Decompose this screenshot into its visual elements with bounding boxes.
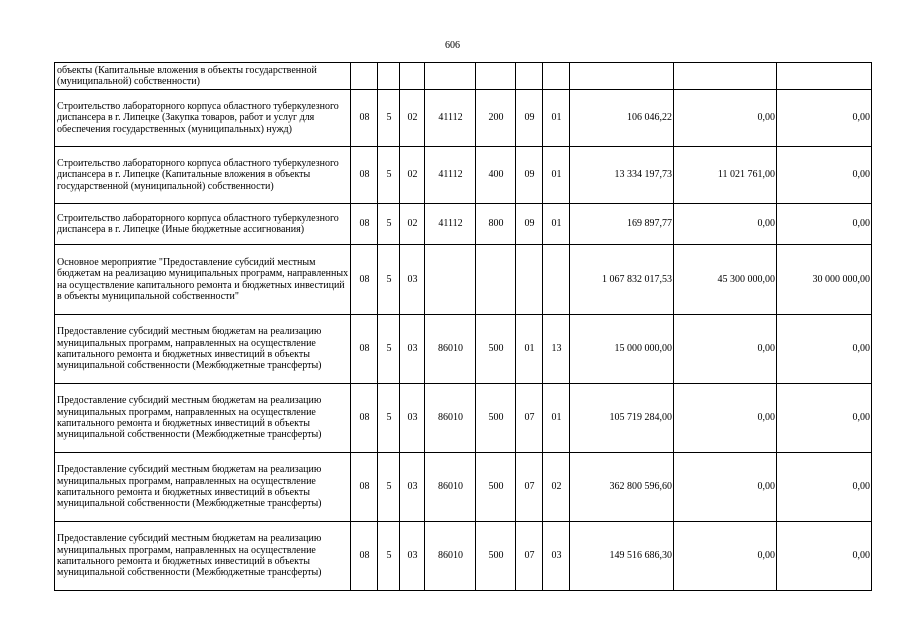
cell-amount-3 bbox=[777, 63, 872, 90]
cell-code-1: 08 bbox=[351, 90, 378, 147]
row-name: Основное мероприятие "Предоставление субсидий местным бюджетам на реализацию муниципальных программ, направленных на осуществление капитального ремонта и бюджетных инвестиций в объекты муниципальной собственности" bbox=[55, 245, 351, 315]
cell-amount-2: 0,00 bbox=[674, 315, 777, 384]
cell-code-6: 09 bbox=[516, 204, 543, 245]
cell-code-5: 400 bbox=[476, 147, 516, 204]
cell-amount-1: 362 800 596,60 bbox=[570, 453, 674, 522]
cell-code-6: 07 bbox=[516, 522, 543, 591]
cell-code-4: 86010 bbox=[425, 384, 476, 453]
cell-amount-3: 0,00 bbox=[777, 315, 872, 384]
page-number: 606 bbox=[445, 40, 460, 51]
cell-amount-2: 45 300 000,00 bbox=[674, 245, 777, 315]
cell-code-1: 08 bbox=[351, 522, 378, 591]
cell-code-7: 01 bbox=[543, 204, 570, 245]
cell-code-3: 03 bbox=[400, 522, 425, 591]
cell-code-3 bbox=[400, 63, 425, 90]
cell-code-5: 500 bbox=[476, 315, 516, 384]
cell-amount-3: 0,00 bbox=[777, 453, 872, 522]
cell-code-6: 07 bbox=[516, 384, 543, 453]
row-name: Предоставление субсидий местным бюджетам на реализацию муниципальных программ, направленных на осуществление капитального ремонта и бюджетных инвестиций в объекты муниципальной собственности (Межбюджетные трансферты) bbox=[55, 384, 351, 453]
table-row bbox=[55, 63, 872, 90]
cell-code-1: 08 bbox=[351, 384, 378, 453]
cell-code-5: 500 bbox=[476, 522, 516, 591]
row-name: Строительство лабораторного корпуса областного туберкулезного диспансера в г. Липецке (Иные бюджетные ассигнования) bbox=[55, 204, 351, 245]
cell-amount-3: 0,00 bbox=[777, 384, 872, 453]
cell-code-5 bbox=[476, 245, 516, 315]
cell-amount-2: 0,00 bbox=[674, 204, 777, 245]
cell-code-7: 02 bbox=[543, 453, 570, 522]
cell-code-1: 08 bbox=[351, 204, 378, 245]
cell-amount-3: 0,00 bbox=[777, 147, 872, 204]
table-row bbox=[55, 90, 872, 147]
cell-code-3: 03 bbox=[400, 315, 425, 384]
cell-code-4: 86010 bbox=[425, 315, 476, 384]
cell-code-6 bbox=[516, 245, 543, 315]
cell-amount-1: 149 516 686,30 bbox=[570, 522, 674, 591]
cell-code-2: 5 bbox=[378, 90, 400, 147]
cell-amount-1: 106 046,22 bbox=[570, 90, 674, 147]
cell-code-6: 09 bbox=[516, 147, 543, 204]
cell-code-7: 13 bbox=[543, 315, 570, 384]
cell-amount-2: 0,00 bbox=[674, 90, 777, 147]
cell-code-2 bbox=[378, 63, 400, 90]
cell-code-2: 5 bbox=[378, 384, 400, 453]
cell-code-7 bbox=[543, 245, 570, 315]
cell-code-7 bbox=[543, 63, 570, 90]
cell-code-6: 09 bbox=[516, 90, 543, 147]
cell-code-1: 08 bbox=[351, 453, 378, 522]
row-name: Предоставление субсидий местным бюджетам на реализацию муниципальных программ, направленных на осуществление капитального ремонта и бюджетных инвестиций в объекты муниципальной собственности (Межбюджетные трансферты) bbox=[55, 522, 351, 591]
cell-code-5: 200 bbox=[476, 90, 516, 147]
cell-code-2: 5 bbox=[378, 204, 400, 245]
cell-amount-2: 0,00 bbox=[674, 453, 777, 522]
cell-code-4 bbox=[425, 63, 476, 90]
cell-amount-1: 13 334 197,73 bbox=[570, 147, 674, 204]
budget-table bbox=[54, 62, 872, 591]
cell-code-7: 03 bbox=[543, 522, 570, 591]
cell-code-2: 5 bbox=[378, 453, 400, 522]
cell-code-3: 02 bbox=[400, 90, 425, 147]
cell-code-5: 800 bbox=[476, 204, 516, 245]
cell-code-7: 01 bbox=[543, 90, 570, 147]
cell-code-6: 07 bbox=[516, 453, 543, 522]
row-name: Предоставление субсидий местным бюджетам на реализацию муниципальных программ, направленных на осуществление капитального ремонта и бюджетных инвестиций в объекты муниципальной собственности (Межбюджетные трансферты) bbox=[55, 315, 351, 384]
cell-code-6 bbox=[516, 63, 543, 90]
cell-code-3: 03 bbox=[400, 384, 425, 453]
row-name: Строительство лабораторного корпуса областного туберкулезного диспансера в г. Липецке (Закупка товаров, работ и услуг для обеспечения государственных (муниципальных) нужд) bbox=[55, 90, 351, 147]
cell-code-1: 08 bbox=[351, 245, 378, 315]
cell-code-6: 01 bbox=[516, 315, 543, 384]
row-name: Строительство лабораторного корпуса областного туберкулезного диспансера в г. Липецке (Капитальные вложения в объекты государственной (муниципальной) собственности) bbox=[55, 147, 351, 204]
cell-code-3: 02 bbox=[400, 147, 425, 204]
cell-code-4: 41112 bbox=[425, 204, 476, 245]
cell-code-5: 500 bbox=[476, 453, 516, 522]
row-name: Предоставление субсидий местным бюджетам на реализацию муниципальных программ, направленных на осуществление капитального ремонта и бюджетных инвестиций в объекты муниципальной собственности (Межбюджетные трансферты) bbox=[55, 453, 351, 522]
cell-amount-3: 30 000 000,00 bbox=[777, 245, 872, 315]
cell-amount-1: 169 897,77 bbox=[570, 204, 674, 245]
cell-amount-1 bbox=[570, 63, 674, 90]
cell-code-3: 03 bbox=[400, 245, 425, 315]
cell-code-5 bbox=[476, 63, 516, 90]
cell-amount-2 bbox=[674, 63, 777, 90]
cell-code-4 bbox=[425, 245, 476, 315]
cell-code-4: 41112 bbox=[425, 90, 476, 147]
cell-amount-1: 1 067 832 017,53 bbox=[570, 245, 674, 315]
table-row bbox=[55, 384, 872, 453]
cell-amount-1: 15 000 000,00 bbox=[570, 315, 674, 384]
table-row bbox=[55, 147, 872, 204]
cell-code-2: 5 bbox=[378, 147, 400, 204]
cell-code-4: 86010 bbox=[425, 522, 476, 591]
cell-amount-2: 0,00 bbox=[674, 522, 777, 591]
cell-amount-2: 0,00 bbox=[674, 384, 777, 453]
cell-code-1 bbox=[351, 63, 378, 90]
cell-amount-3: 0,00 bbox=[777, 90, 872, 147]
cell-code-3: 03 bbox=[400, 453, 425, 522]
cell-amount-1: 105 719 284,00 bbox=[570, 384, 674, 453]
table-row bbox=[55, 245, 872, 315]
cell-code-7: 01 bbox=[543, 384, 570, 453]
table-row bbox=[55, 522, 872, 591]
cell-code-2: 5 bbox=[378, 522, 400, 591]
cell-amount-2: 11 021 761,00 bbox=[674, 147, 777, 204]
table-row bbox=[55, 315, 872, 384]
cell-code-1: 08 bbox=[351, 315, 378, 384]
cell-code-3: 02 bbox=[400, 204, 425, 245]
cell-amount-3: 0,00 bbox=[777, 522, 872, 591]
table-row bbox=[55, 204, 872, 245]
row-name: объекты (Капитальные вложения в объекты государственной (муниципальной) собственности) bbox=[55, 63, 351, 90]
cell-code-5: 500 bbox=[476, 384, 516, 453]
cell-code-2: 5 bbox=[378, 315, 400, 384]
cell-code-1: 08 bbox=[351, 147, 378, 204]
cell-amount-3: 0,00 bbox=[777, 204, 872, 245]
cell-code-7: 01 bbox=[543, 147, 570, 204]
cell-code-4: 86010 bbox=[425, 453, 476, 522]
table-row bbox=[55, 453, 872, 522]
cell-code-4: 41112 bbox=[425, 147, 476, 204]
cell-code-2: 5 bbox=[378, 245, 400, 315]
